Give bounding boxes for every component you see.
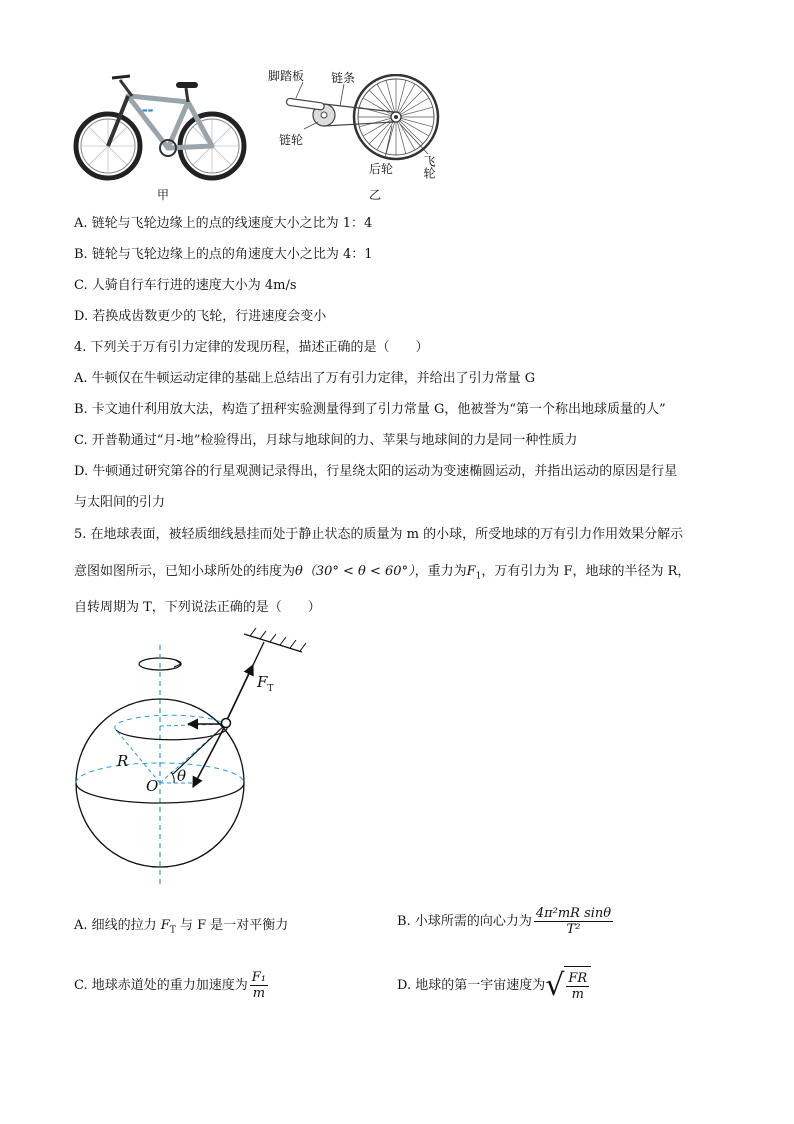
chainring-label: 链轮 xyxy=(279,133,304,147)
q3-option-a: A. 链轮与飞轮边缘上的点的线速度大小之比为 1：4 xyxy=(74,216,373,231)
q5-option-a: A. 细线的拉力 $F_T$ 与 F 是一对平衡力 xyxy=(74,918,289,936)
wheel-spoke xyxy=(396,107,433,117)
first-cosmic-velocity-formula: √ $\frac{FR}{m}$ xyxy=(545,966,591,1006)
q5-option-c: C. 地球赤道处的重力加速度为 $\frac{\text{F₁}}{m}$ xyxy=(74,970,266,1001)
q3-option-d: D. 若换成齿数更少的飞轮，行进速度会变小 xyxy=(74,309,327,324)
svg-text:▬▬: ▬▬ xyxy=(142,107,154,114)
q4-stem: 4. 下列关于万有引力定律的发现历程，描述正确的是（ ） xyxy=(74,340,429,355)
radius-label: R xyxy=(117,752,129,770)
figure-caption-right: 乙 xyxy=(369,188,382,202)
q5-stem-line2: 意图如图所示，已知小球所处的纬度为θ（30° < θ < 60°），重力为$F_1$，万有引力为 F，地球的半径为 R， xyxy=(74,564,691,582)
q4-option-c: C. 开普勒通过“月-地”检验得出，月球与地球间的力、苹果与地球间的力是同一种性质力 xyxy=(74,433,578,448)
pedal-label: 脚踏板 xyxy=(268,69,305,83)
q3-option-c: C. 人骑自行车行进的速度大小为 4m/s xyxy=(74,278,297,293)
q5-stem-line3: 自转周期为 T，下列说法正确的是（ ） xyxy=(74,600,321,615)
latitude-range: θ（30° < θ < 60°） xyxy=(295,564,415,579)
wheel-spoke xyxy=(396,80,406,117)
q5-stem-line1: 5. 在地球表面，被轻质细线悬挂而处于静止状态的质量为 m 的小球，所受地球的万有引力作用效果分解示 xyxy=(74,527,684,542)
chain-label: 链条 xyxy=(331,71,356,85)
flywheel-label: 飞轮 xyxy=(422,155,436,179)
q4-option-b: B. 卡文迪什利用放大法，构造了扭秤实验测量得到了引力常量 G，他被誉为“第一个称出地球质量的人” xyxy=(74,402,666,417)
earth-force-diagram xyxy=(70,620,310,890)
rear-wheel-label: 后轮 xyxy=(369,162,394,176)
q4-option-d-continued: 与太阳间的引力 xyxy=(74,495,166,510)
drivetrain-diagram xyxy=(278,74,478,174)
equator-gravity-formula: $\frac{\text{F₁}}{m}$ xyxy=(251,970,266,1001)
bicycle-photo xyxy=(70,66,250,184)
q4-option-d: D. 牛顿通过研究第谷的行星观测记录得出，行星绕太阳的运动为变速椭圆运动，并指出运动的原因是行星 xyxy=(74,464,678,479)
q5-option-d: D. 地球的第一宇宙速度为 √ $\frac{FR}{m}$ xyxy=(397,966,591,1006)
centripetal-force-formula: $\frac{\text{4π²mR sinθ}}{\text{T²}}$ xyxy=(535,906,612,937)
figure-caption-left: 甲 xyxy=(157,188,170,202)
theta-label: θ xyxy=(177,767,187,785)
q5-option-b: B. 小球所需的向心力为 $\frac{\text{4π²mR sinθ}}{\text{T²}}$ xyxy=(397,906,612,937)
q4-option-a: A. 牛顿仅在牛顿运动定律的基础上总结出了万有引力定律，并给出了引力常量 G xyxy=(74,371,536,386)
center-label: O xyxy=(146,777,159,795)
q3-option-b: B. 链轮与飞轮边缘上的点的角速度大小之比为 4：1 xyxy=(74,247,373,262)
tension-label: $F_T$ xyxy=(257,673,274,694)
wheel-spoke xyxy=(396,117,406,154)
